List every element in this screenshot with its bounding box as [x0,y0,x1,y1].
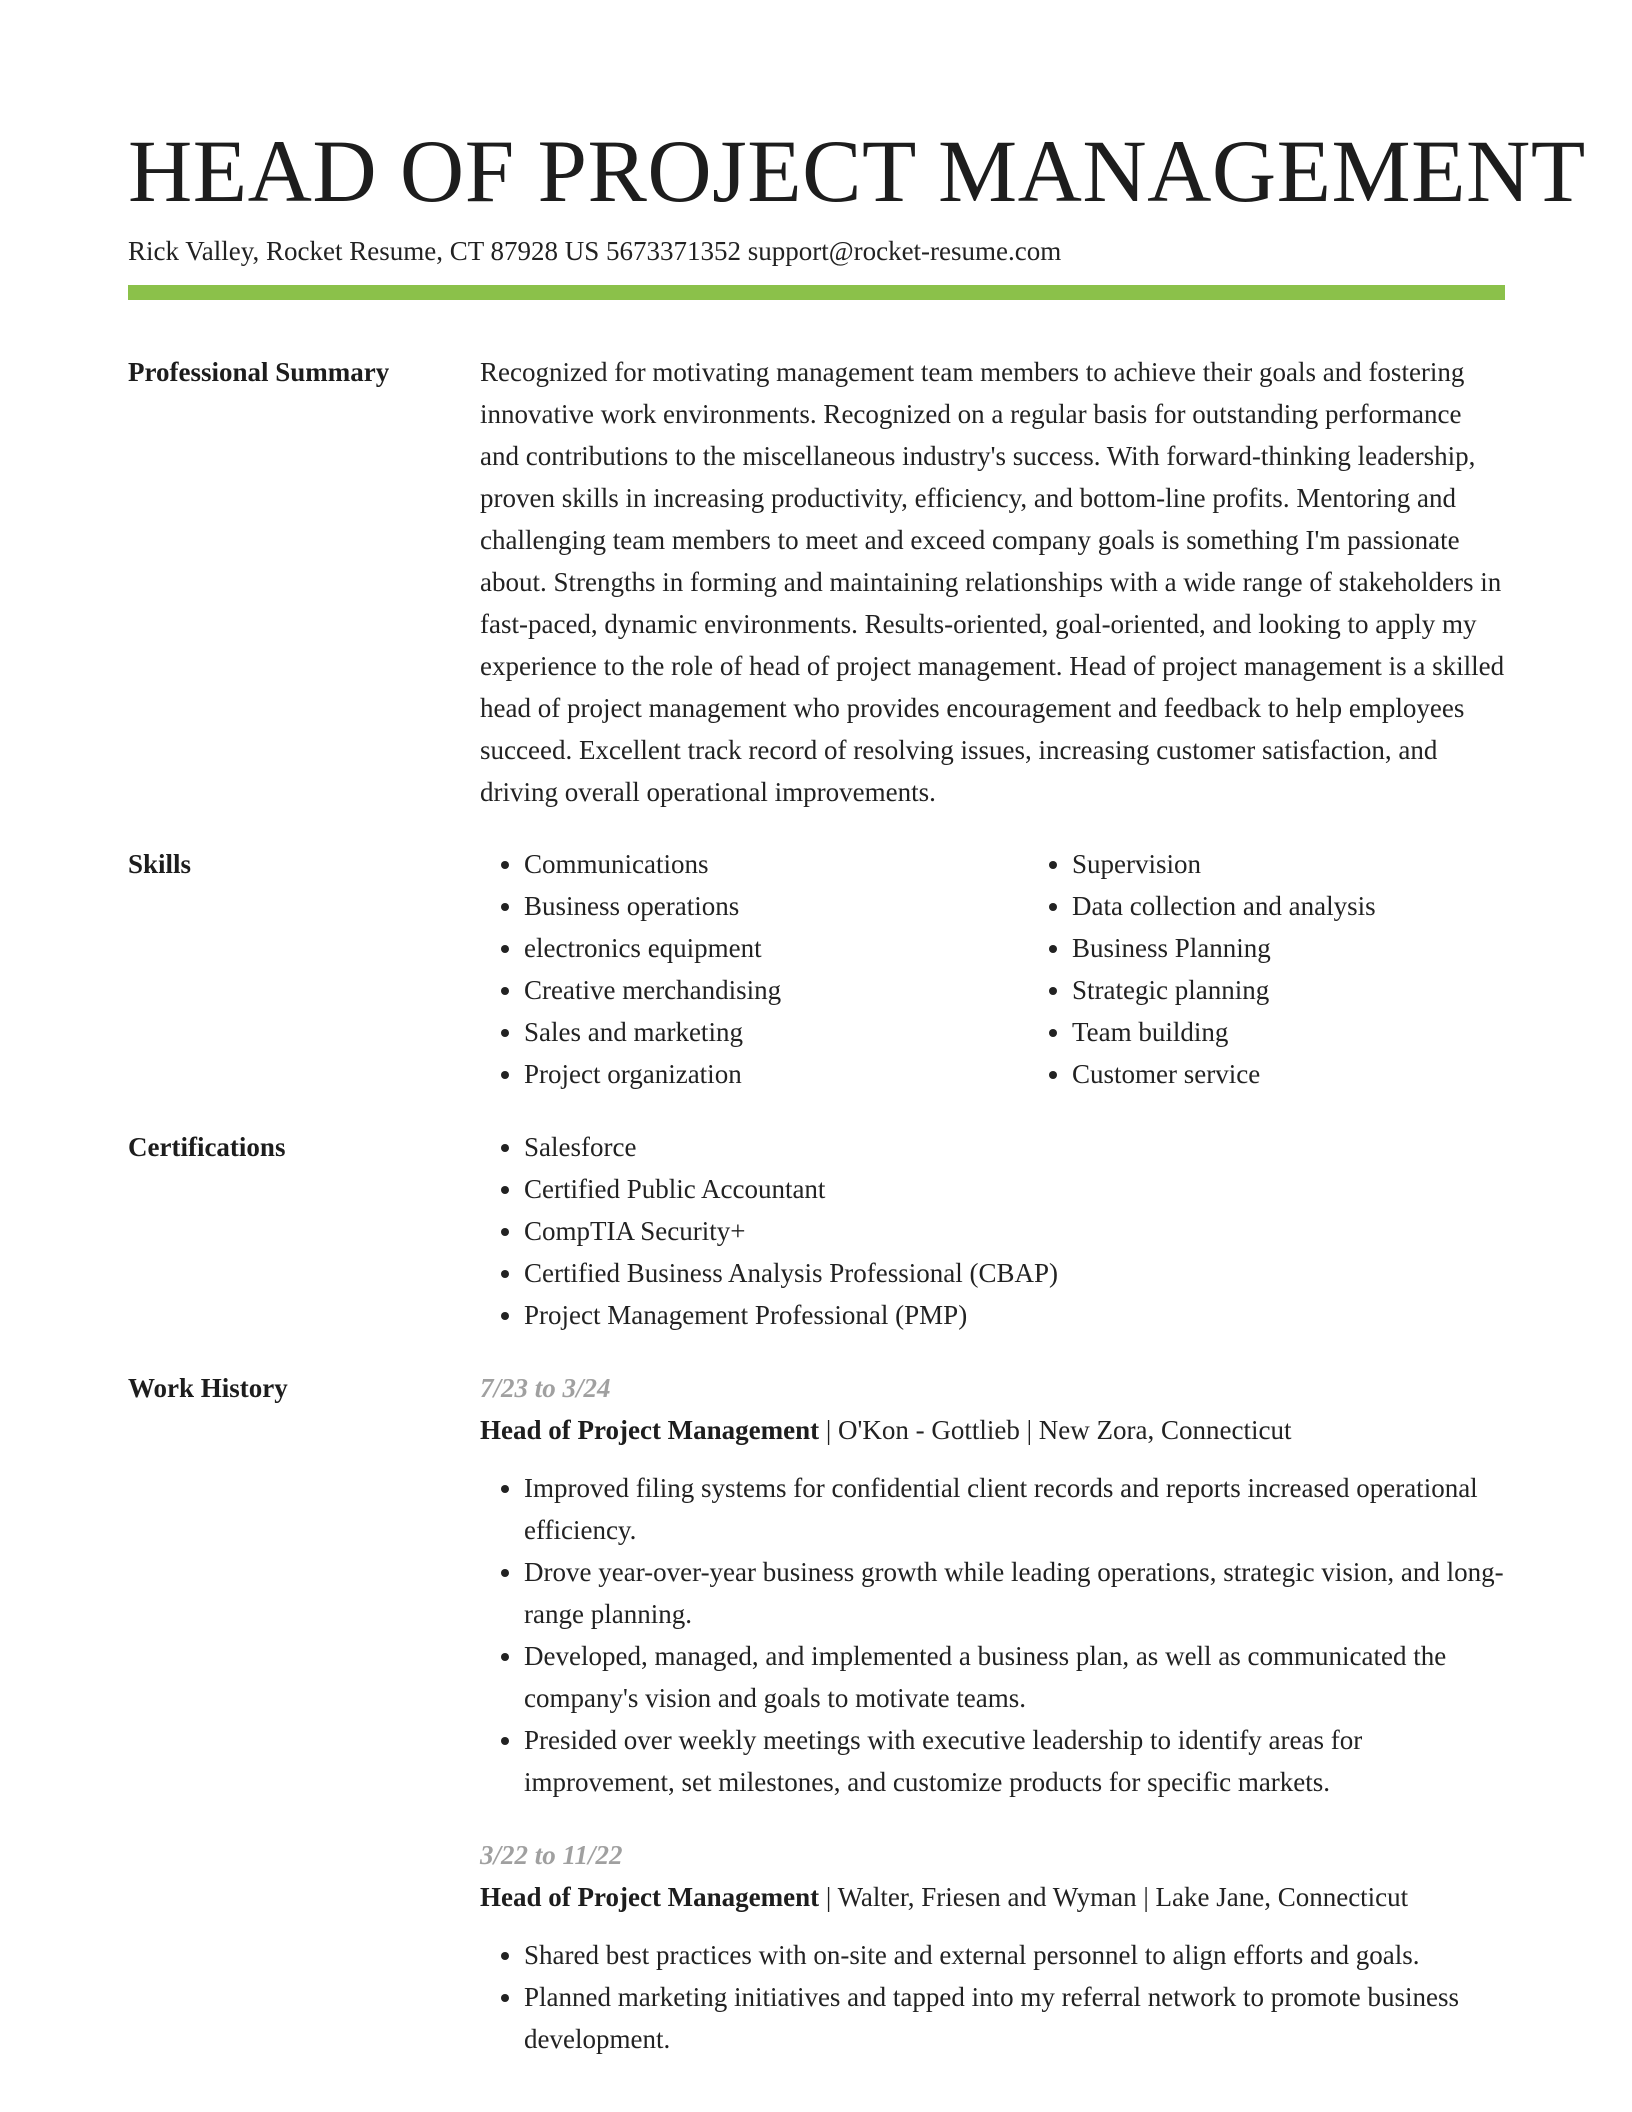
job-bullets [480,1467,1505,1803]
skill-item: • Communications [524,843,1028,885]
certification-item: • CompTIA Security+ [524,1210,1505,1252]
skills-list-right [1028,843,1576,1095]
skills-body [480,843,1505,1095]
skills-list-left [480,843,1028,1095]
job-dates: 7/23 to 3/24 [480,1373,611,1403]
job-entry [480,1834,1505,2060]
skills-section [128,843,1505,1095]
work-history-heading: Work History [128,1373,288,1403]
job-bullet: • Developed, managed, and implemented a business plan, as well as communicated the company's vision and goals to motivate teams. [524,1635,1505,1719]
skill-item: • Sales and marketing [524,1011,1028,1053]
skill-item: • Team building [1072,1011,1576,1053]
job-bullet: • Drove year-over-year business growth while leading operations, strategic vision, and long-range planning. [524,1551,1505,1635]
skill-item: • electronics equipment [524,927,1028,969]
contact-address: Rick Valley, Rocket Resume, CT 87928 US [128,236,600,266]
work-history-body [480,1367,1505,2060]
summary-heading: Professional Summary [128,357,390,387]
certification-item: • Certified Business Analysis Professional (CBAP) [524,1252,1505,1294]
job-entry [480,1367,1505,1803]
contact-line [128,234,1505,268]
certification-item: • Salesforce [524,1126,1505,1168]
certifications-section [128,1126,1505,1336]
skill-item: • Strategic planning [1072,969,1576,1011]
job-details: | O'Kon - Gottlieb | New Zora, Connecticut [819,1415,1292,1445]
job-bullet: • Shared best practices with on-site and external personnel to align efforts and goals. [524,1934,1505,1976]
certifications-body [480,1126,1505,1336]
resume-title: HEAD OF PROJECT MANAGEMENT [128,123,1586,221]
summary-section [128,351,1505,813]
job-title-line [480,1876,1505,1918]
contact-email: support@rocket-resume.com [747,236,1062,266]
work-history-section [128,1367,1505,2060]
job-dates: 3/22 to 11/22 [480,1840,623,1870]
job-title: Head of Project Management [480,1882,820,1912]
job-bullet: • Planned marketing initiatives and tapped into my referral network to promote business development. [524,1976,1505,2060]
skill-item: • Business Planning [1072,927,1576,969]
job-bullet: • Presided over weekly meetings with executive leadership to identify areas for improvement, set milestones, and customize products for specific markets. [524,1719,1505,1803]
certification-item: • Project Management Professional (PMP) [524,1294,1505,1336]
certifications-heading: Certifications [128,1132,286,1162]
job-title-line [480,1409,1505,1451]
certifications-list [480,1126,1505,1336]
resume-page [128,0,1586,2060]
summary-body [480,351,1505,813]
job-details: | Walter, Friesen and Wyman | Lake Jane, Connecticut [819,1882,1409,1912]
header-divider [128,285,1505,300]
skill-item: • Data collection and analysis [1072,885,1576,927]
contact-phone: 5673371352 [605,236,741,266]
summary-text: Recognized for motivating management team members to achieve their goals and fostering innovative work environments. Recognized on a regular basis for outstanding performance and contributions to the miscellaneous industry's success. With forward-thinking leadership, proven skills in increasing productivity, efficiency, and bottom-line profits. Mentoring and challenging team members to meet and exceed company goals is something I'm passionate about. Strengths in forming and maintaining relationships with a wide range of stakeholders in fast-paced, dynamic environments. Results-oriented, goal-oriented, and looking to apply my experience to the role of head of project management. Head of project management is a skilled head of project management who provides encouragement and feedback to help employees succeed. Excellent track record of resolving issues, increasing customer satisfaction, and driving overall operational improvements. [480,357,1505,807]
skill-item: • Creative merchandising [524,969,1028,1011]
skill-item: • Customer service [1072,1053,1576,1095]
job-title: Head of Project Management [480,1415,820,1445]
job-bullets [480,1934,1505,2060]
skill-item: • Supervision [1072,843,1576,885]
skill-item: • Project organization [524,1053,1028,1095]
skills-heading: Skills [128,849,192,879]
certification-item: • Certified Public Accountant [524,1168,1505,1210]
job-bullet: • Improved filing systems for confidential client records and reports increased operational efficiency. [524,1467,1505,1551]
skill-item: • Business operations [524,885,1028,927]
